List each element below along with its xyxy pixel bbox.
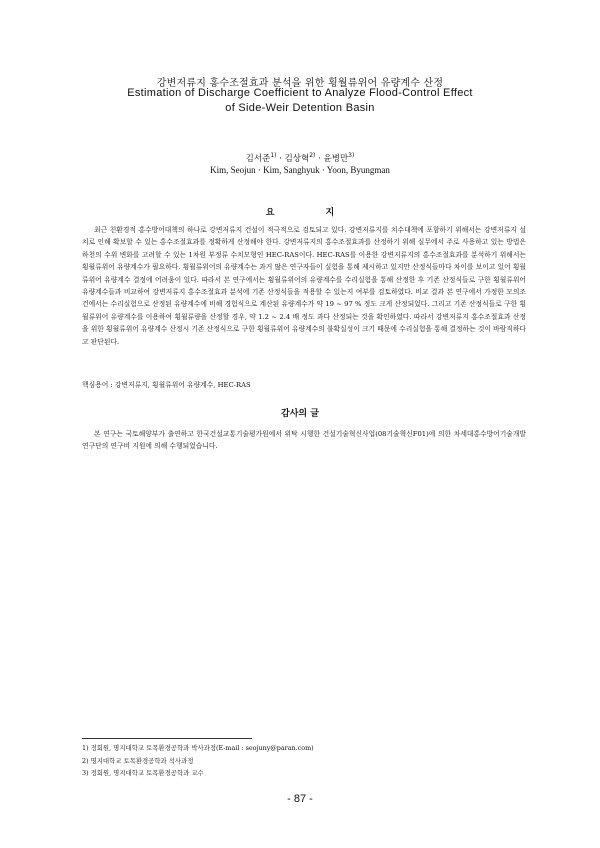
page-number: - 87 - xyxy=(287,793,313,805)
abstract-body: 최근 친환경적 홍수방어대책의 하나로 강변저류지 건설이 적극적으로 검토되고 있다. 강변저류지를 치수대책에 포함하기 위해서는 강변저류지 설치로 인해 확보할 수 있는 홍수조절효과를 정확하게 산정해야 한다. 강변저류지의 홍수조절효과를 산정하기 위해 실무에서 주로 사용하고 있는 방법은 하천의 수위 변화를 고려할 수 있는 1차원 부정류 수치모형인 HEC-RAS이다. HEC-RAS를 이용한 강변저류지의 홍수조절효과를 분석하기 위해서는 횡월류위어 유량계수가 필요하다. 횡월류위어의 유량계수는 과거 많은 연구자들이 실험을 통해 제시하고 있지만 산정식들마다 차이를 보이고 있어 횡월류위어 유량계수 결정에 어려움이 있다. 따라서 본 연구에서는 횡월류위어의 유량계수를 수리실험을 통해 산정한 후 기존 산정식들로 구한 횡월류위어 유량계수들과 비교하여 강변저류지 홍수조절효과 분석에 기존 산정식들을 적용할 수 있는지 여부를 검토하였다. 비교 결과 본 연구에서 가정한 모의조건에서는 수리실험으로 산정된 유량계수에 비해 경험식으로 계산된 유량계수가 약 19 ~ 97 % 정도 크게 산정되었다. 그리고 기존 산정식들로 구한 횡월류위어 유량계수를 이용하여 횡월류량을 산정할 경우, 약 1.2 ~ 2.4 배 정도 과다 산정되는 것을 확인하였다. 따라서 강변저류지 홍수조절효과 산정을 위한 횡월류위어 유량계수 산정시 기존 산정식으로 구한 횡월류위어 유량계수의 불확실성이 크기 때문에 수리실험을 통해 결정하는 것이 바람직하다고 판단된다. xyxy=(82,226,526,346)
footnote-1: 1) 정회원, 명지대학교 토목환경공학과 박사과정(E-mail : seojuny@paran.com) xyxy=(82,744,314,752)
footnote-divider xyxy=(82,738,252,739)
keywords: 핵심용어 : 강변저류지, 횡월류위어 유량계수, HEC-RAS xyxy=(82,381,251,389)
acknowledgement-heading: 감사의 글 xyxy=(281,409,319,419)
footnote-3: 3) 정회원, 명지대학교 토목환경공학과 교수 xyxy=(82,769,204,778)
author-1-mark: 1) xyxy=(270,152,277,160)
author-separator-2: · xyxy=(315,154,324,164)
footnote-2: 2) 명지대학교 토목환경공학과 석사과정 xyxy=(82,756,194,765)
author-3-name: 윤병만 xyxy=(323,154,349,164)
authors-english: Kim, Seojun · Kim, Sanghyuk · Yoon, Byungman xyxy=(210,165,390,175)
acknowledgement-body: 본 연구는 국토해양부가 출연하고 한국건설교통기술평가원에서 위탁 시행한 건설기술혁신사업(08기술혁신F01)에 의한 차세대홍수방어기술개발연구단의 연구비 지원에 의해 수행되었습니다. xyxy=(82,430,526,451)
author-2-name: 김상혁 xyxy=(284,154,310,164)
author-1-name: 김서준 xyxy=(245,154,271,164)
author-separator-1: · xyxy=(276,154,285,164)
footnotes xyxy=(82,742,526,780)
title-english-line1: Estimation of Discharge Coefficient to Analyze Flood-Control Effect xyxy=(127,87,473,99)
author-2-mark: 2) xyxy=(309,152,316,160)
title-english xyxy=(0,86,600,116)
abstract-heading: 요 지 xyxy=(265,208,359,218)
authors-korean xyxy=(0,152,600,164)
title-english-line2: of Side-Weir Detention Basin xyxy=(225,102,375,114)
title-korean: 강변저류지 홍수조절효과 분석을 위한 횡월류위어 유량계수 산정 xyxy=(156,78,444,89)
author-3-mark: 3) xyxy=(348,152,355,160)
